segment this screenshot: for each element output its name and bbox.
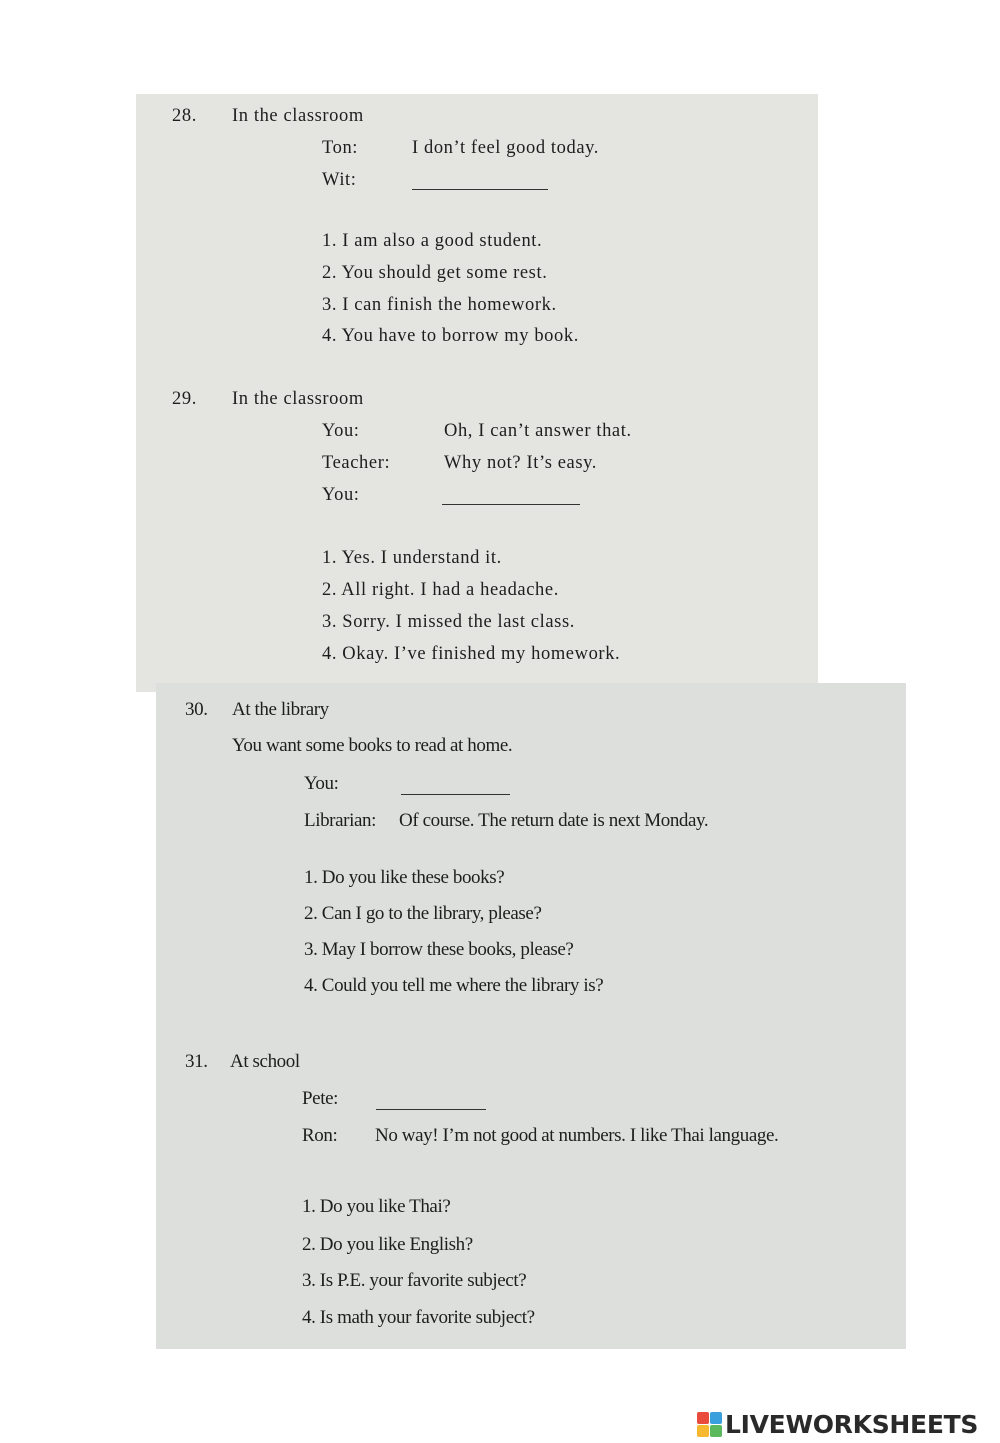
logo-square — [710, 1412, 722, 1424]
answer-option: 3. May I borrow these books, please? — [304, 939, 574, 960]
answer-option: 2. Can I go to the library, please? — [304, 903, 542, 924]
question-situation: You want some books to read at home. — [232, 735, 513, 756]
liveworksheets-logo — [697, 1409, 978, 1439]
answer-option: 1. Do you like Thai? — [302, 1196, 451, 1217]
dialogue-speaker: You: — [322, 485, 360, 505]
answer-option: 1. Do you like these books? — [304, 867, 505, 888]
dialogue-line: I don’t feel good today. — [412, 138, 600, 158]
answer-option: 4. Could you tell me where the library is? — [304, 975, 604, 996]
answer-option: 2. Do you like English? — [302, 1234, 473, 1255]
dialogue-speaker: Librarian: — [304, 810, 376, 831]
answer-blank — [442, 504, 580, 505]
dialogue-speaker: Teacher: — [322, 453, 391, 473]
answer-option: 3. Is P.E. your favorite subject? — [302, 1270, 527, 1291]
scanned-page-lower — [156, 683, 906, 1349]
answer-option: 3. Sorry. I missed the last class. — [322, 612, 575, 632]
answer-blank — [376, 1109, 486, 1110]
answer-option: 4. Okay. I’ve finished my homework. — [322, 644, 621, 664]
logo-square — [710, 1425, 722, 1437]
dialogue-speaker: Ton: — [322, 138, 359, 158]
answer-option: 1. Yes. I understand it. — [322, 548, 502, 568]
dialogue-speaker: Ron: — [302, 1125, 338, 1146]
dialogue-line: Why not? It’s easy. — [444, 453, 598, 473]
answer-blank — [412, 189, 548, 190]
question-setting: In the classroom — [232, 389, 364, 409]
answer-option: 1. I am also a good student. — [322, 231, 543, 251]
question-number: 29. — [172, 389, 197, 409]
question-setting: In the classroom — [232, 106, 364, 126]
dialogue-line: No way! I’m not good at numbers. I like Thai language. — [375, 1125, 779, 1146]
logo-square — [697, 1412, 709, 1424]
scanned-page-upper — [136, 94, 818, 692]
question-number: 31. — [185, 1051, 208, 1072]
answer-option: 2. All right. I had a headache. — [322, 580, 559, 600]
logo-square — [697, 1425, 709, 1437]
question-setting: At school — [230, 1051, 300, 1072]
dialogue-speaker: You: — [304, 773, 339, 794]
logo-text: LIVEWORKSHEETS — [725, 1409, 979, 1439]
question-number: 28. — [172, 106, 197, 126]
dialogue-speaker: You: — [322, 421, 360, 441]
answer-option: 4. Is math your favorite subject? — [302, 1307, 535, 1328]
dialogue-line: Oh, I can’t answer that. — [444, 421, 632, 441]
question-number: 30. — [185, 699, 208, 720]
answer-option: 3. I can finish the homework. — [322, 295, 557, 315]
dialogue-line: Of course. The return date is next Monday. — [399, 810, 709, 831]
answer-option: 4. You have to borrow my book. — [322, 326, 579, 346]
dialogue-speaker: Wit: — [322, 170, 357, 190]
logo-grid-icon — [697, 1412, 722, 1437]
dialogue-speaker: Pete: — [302, 1088, 338, 1109]
question-setting: At the library — [232, 699, 329, 720]
answer-option: 2. You should get some rest. — [322, 263, 548, 283]
answer-blank — [401, 794, 510, 795]
